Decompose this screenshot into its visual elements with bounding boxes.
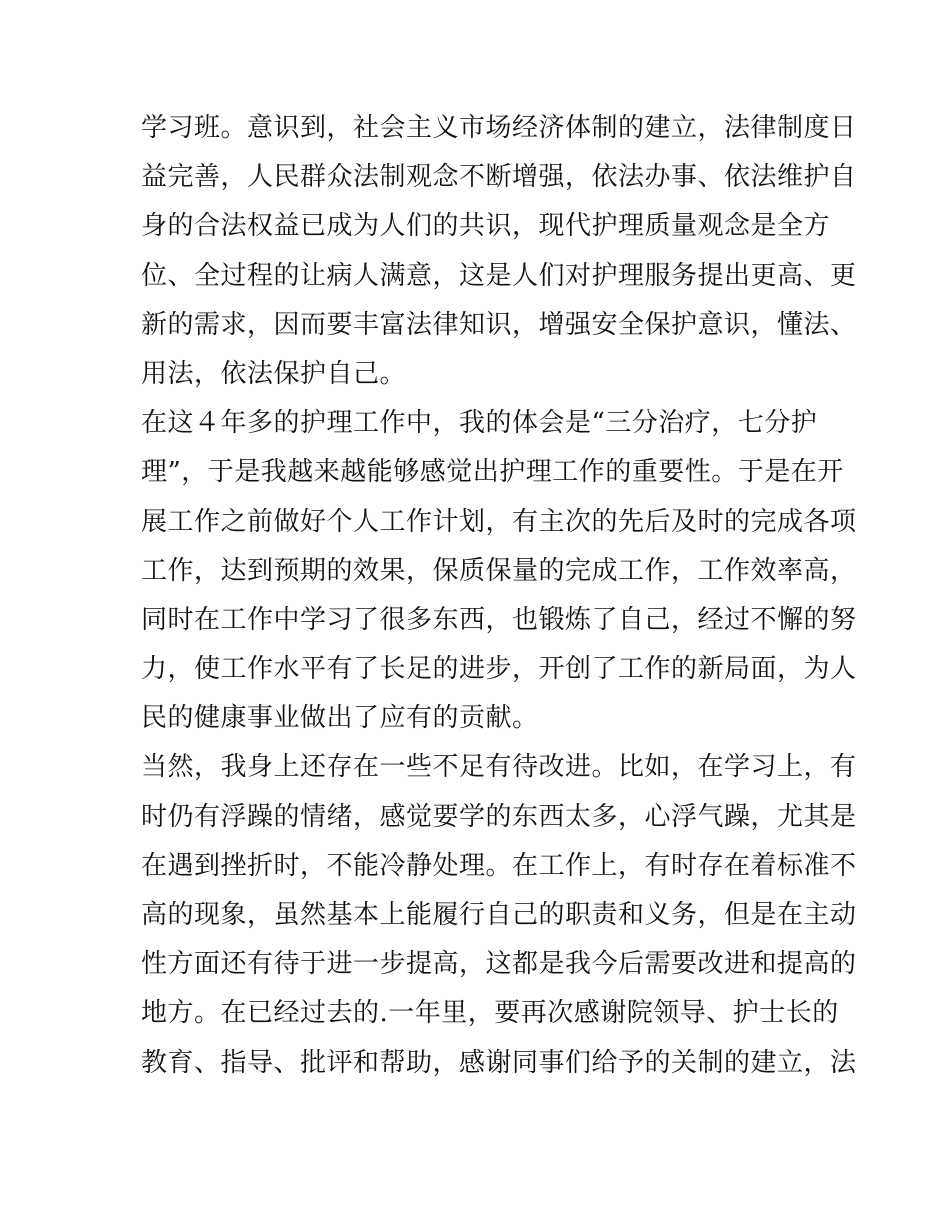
- text-line: 地方。在已经过去的.一年里，要再次感谢院领导、护士长的: [141, 998, 839, 1029]
- text-line: 同时在工作中学习了很多东西，也锻炼了自己，经过不懈的努: [141, 604, 857, 635]
- text-line: 在这４年多的护理工作中，我的体会是“三分治疗，七分护: [141, 408, 818, 439]
- text-line: 性方面还有待于进一步提高，这都是我今后需要改进和提高的: [141, 949, 857, 980]
- text-line: 民的健康事业做出了应有的贡献。: [141, 703, 539, 734]
- text-line: 展工作之前做好个人工作计划，有主次的先后及时的完成各项: [141, 506, 857, 537]
- text-line: 当然，我身上还存在一些不足有待改进。比如，在学习上，有: [141, 752, 857, 783]
- body-text: [141, 104, 857, 1088]
- text-line: 工作，达到预期的效果，保质保量的完成工作，工作效率高，: [141, 555, 857, 586]
- text-line: 时仍有浮躁的情绪，感觉要学的东西太多，心浮气躁，尤其是: [141, 801, 857, 832]
- text-line: 教育、指导、批评和帮助，感谢同事们给予的关制的建立，法: [141, 1047, 857, 1078]
- text-line: 身的合法权益已成为人们的共识，现代护理质量观念是全方: [141, 211, 831, 242]
- text-line: 用法，依法保护自己。: [141, 358, 407, 389]
- text-line: 益完善，人民群众法制观念不断增强，依法办事、依法维护自: [141, 162, 857, 193]
- text-line: 新的需求，因而要丰富法律知识，增强安全保护意识，懂法、: [141, 309, 857, 340]
- text-line: 在遇到挫折时，不能冷静处理。在工作上，有时存在着标准不: [141, 850, 857, 881]
- text-line: 理”，于是我越来越能够感觉出护理工作的重要性。于是在开: [141, 457, 844, 488]
- text-line: 位、全过程的让病人满意，这是人们对护理服务提出更高、更: [141, 260, 857, 291]
- text-line: 高的现象，虽然基本上能履行自己的职责和义务，但是在主动: [141, 900, 857, 930]
- text-line: 学习班。意识到，社会主义市场经济体制的建立，法律制度日: [141, 113, 857, 143]
- text-line: 力，使工作水平有了长足的进步，开创了工作的新局面，为人: [141, 654, 857, 685]
